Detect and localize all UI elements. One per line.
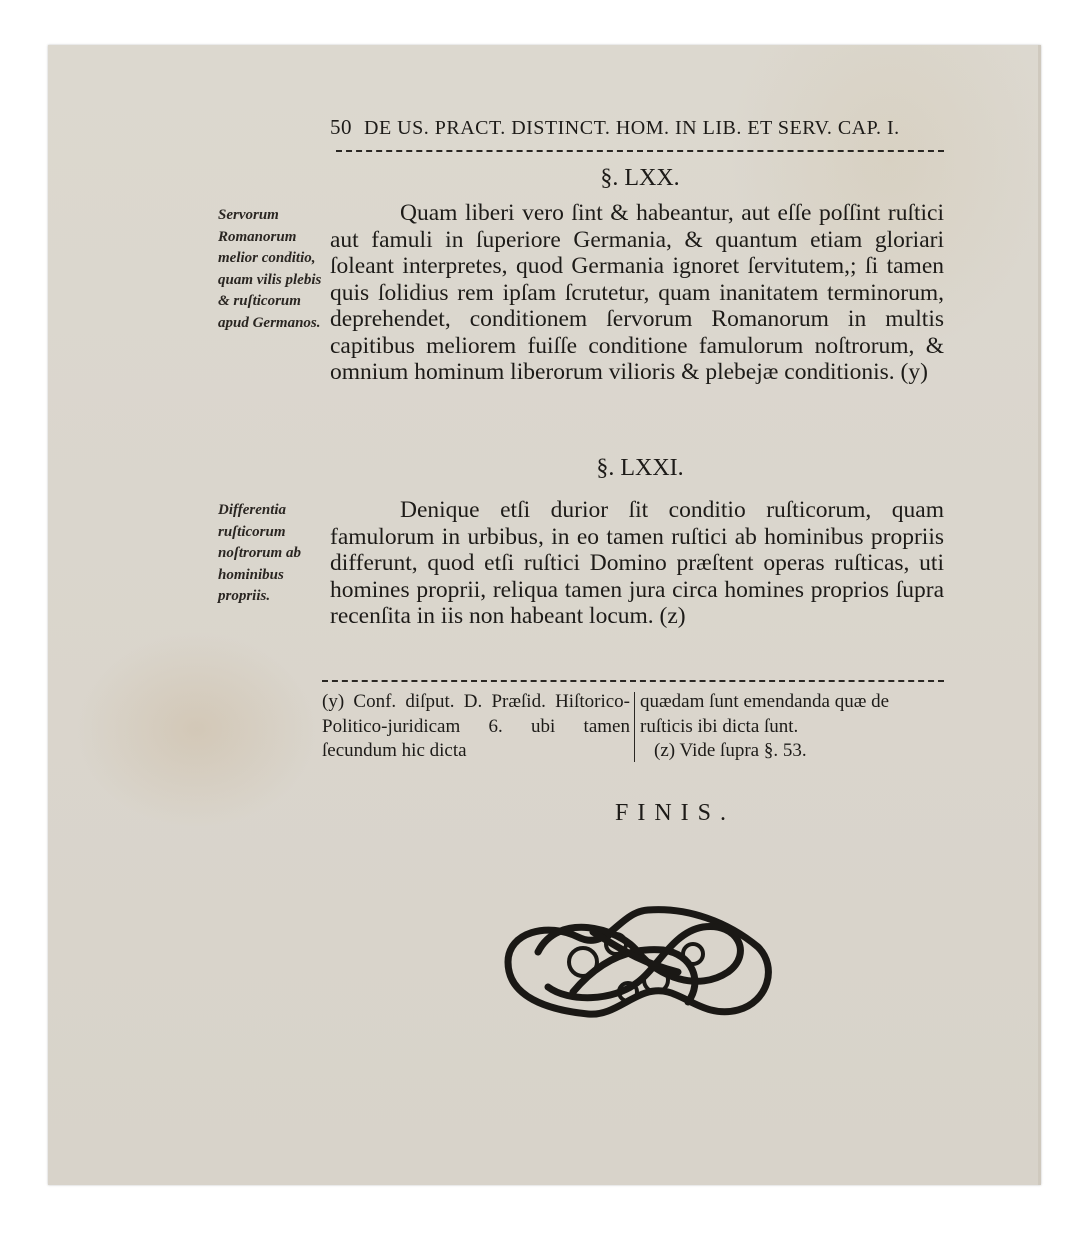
paragraph-lxxi: Denique etſi durior ſit conditio ruſticorum, quam famulorum in urbibus, in eo tamen ruſtici ab hominibus propriis differunt, quod etſi ruſtici Domino præſtent operas ruſticas, uti homines proprii, reliqua tamen jura circa homines proprios ſupra recenſita in iis non habeant locum. (z) (330, 497, 944, 629)
section-heading-lxx: §. LXX. (600, 165, 680, 191)
footnote-y-continued: quædam ſunt emendanda quæ de ruſticis ibi dicta ſunt. (640, 691, 890, 737)
section-heading-lxxi: §. LXXI. (596, 455, 684, 481)
page-number: 50 (330, 115, 352, 139)
footnote-divider (634, 692, 635, 762)
footnote-z: (z) Vide ſupra §. 53. (654, 740, 807, 761)
running-header (330, 115, 950, 140)
knot-ornament-icon (488, 892, 784, 1032)
paragraph-lxx: Quam liberi vero ſint & habeantur, aut eſſe poſſint ruſtici aut famuli in ſuperiore Germania, & quantum etiam gloriari ſoleant interpretes, quod Germania ignoret ſervitutem,; ſi tamen quis ſolidius rem ipſam ſcrutetur, quam inanitatem terminorum, deprehendet, conditionem ſervorum Romanorum in multis capitibus meliorem fuiſſe conditione famulorum noſtrorum, & omnium hominum liberorum vilioris & plebejæ conditionis. (y) (330, 200, 944, 385)
footnote-right-column (640, 690, 945, 764)
footnote-y: (y) Conf. diſput. D. Præſid. Hiſtorico-Politico-juridicam 6. ubi tamen ſecundum hic dicta (322, 691, 630, 761)
finis-label: FINIS. (614, 800, 735, 826)
margin-note-lxxi: Differentia ruſticorum noſtrorum ab hominibus propriis. (218, 502, 301, 604)
margin-note-lxx: Servorum Romanorum melior conditio, quam vilis plebis & ruſticorum apud Germanos. (218, 207, 322, 331)
footnote-rule (322, 680, 944, 682)
section-text-lxx (330, 200, 944, 386)
header-rule (336, 150, 944, 152)
running-title: DE US. PRACT. DISTINCT. HOM. IN LIB. ET SERV. CAP. I. (364, 117, 900, 139)
section-text-lxxi (330, 497, 944, 630)
